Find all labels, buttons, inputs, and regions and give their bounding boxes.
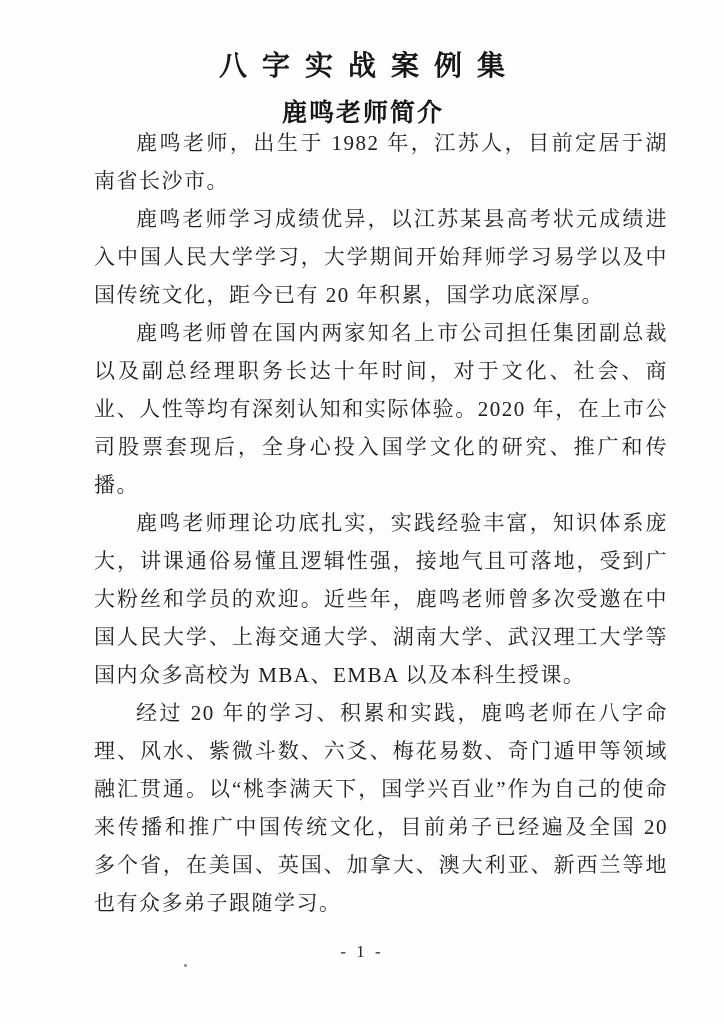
scan-artifact-dot (184, 964, 187, 967)
document-body (94, 124, 668, 922)
body-paragraph: 鹿鸣老师曾在国内两家知名上市公司担任集团副总裁以及副总经理职务长达十年时间，对于文化、社会、商业、人性等均有深刻认知和实际体验。2020 年，在上市公司股票套现后，全身心投入国学文化的研究、推广和传播。 (94, 321, 668, 497)
body-paragraph: 鹿鸣老师学习成绩优异，以江苏某县高考状元成绩进入中国人民大学学习，大学期间开始拜师学习易学以及中国传统文化，距今已有 20 年积累，国学功底深厚。 (94, 207, 668, 307)
body-paragraph: 鹿鸣老师，出生于 1982 年，江苏人，目前定居于湖南省长沙市。 (94, 131, 668, 193)
body-paragraph: 鹿鸣老师理论功底扎实，实践经验丰富，知识体系庞大，讲课通俗易懂且逻辑性强，接地气且可落地，受到广大粉丝和学员的欢迎。近些年，鹿鸣老师曾多次受邀在中国人民大学、上海交通大学、湖南大学、武汉理工大学等国内众多高校为 MBA、EMBA 以及本科生授课。 (94, 511, 668, 687)
section-title: 鹿鸣老师简介 (281, 100, 444, 127)
book-title: 八字实战案例集 (218, 51, 520, 82)
page-number: - 1 - (340, 942, 384, 961)
body-paragraph: 经过 20 年的学习、积累和实践，鹿鸣老师在八字命理、风水、紫微斗数、六爻、梅花易数、奇门遁甲等领域融汇贯通。以“桃李满天下，国学兴百业”作为自己的使命来传播和推广中国传统文化，目前弟子已经遍及全国 20 多个省，在美国、英国、加拿大、澳大利亚、新西兰等地也有众多弟子跟随学习。 (94, 701, 668, 915)
